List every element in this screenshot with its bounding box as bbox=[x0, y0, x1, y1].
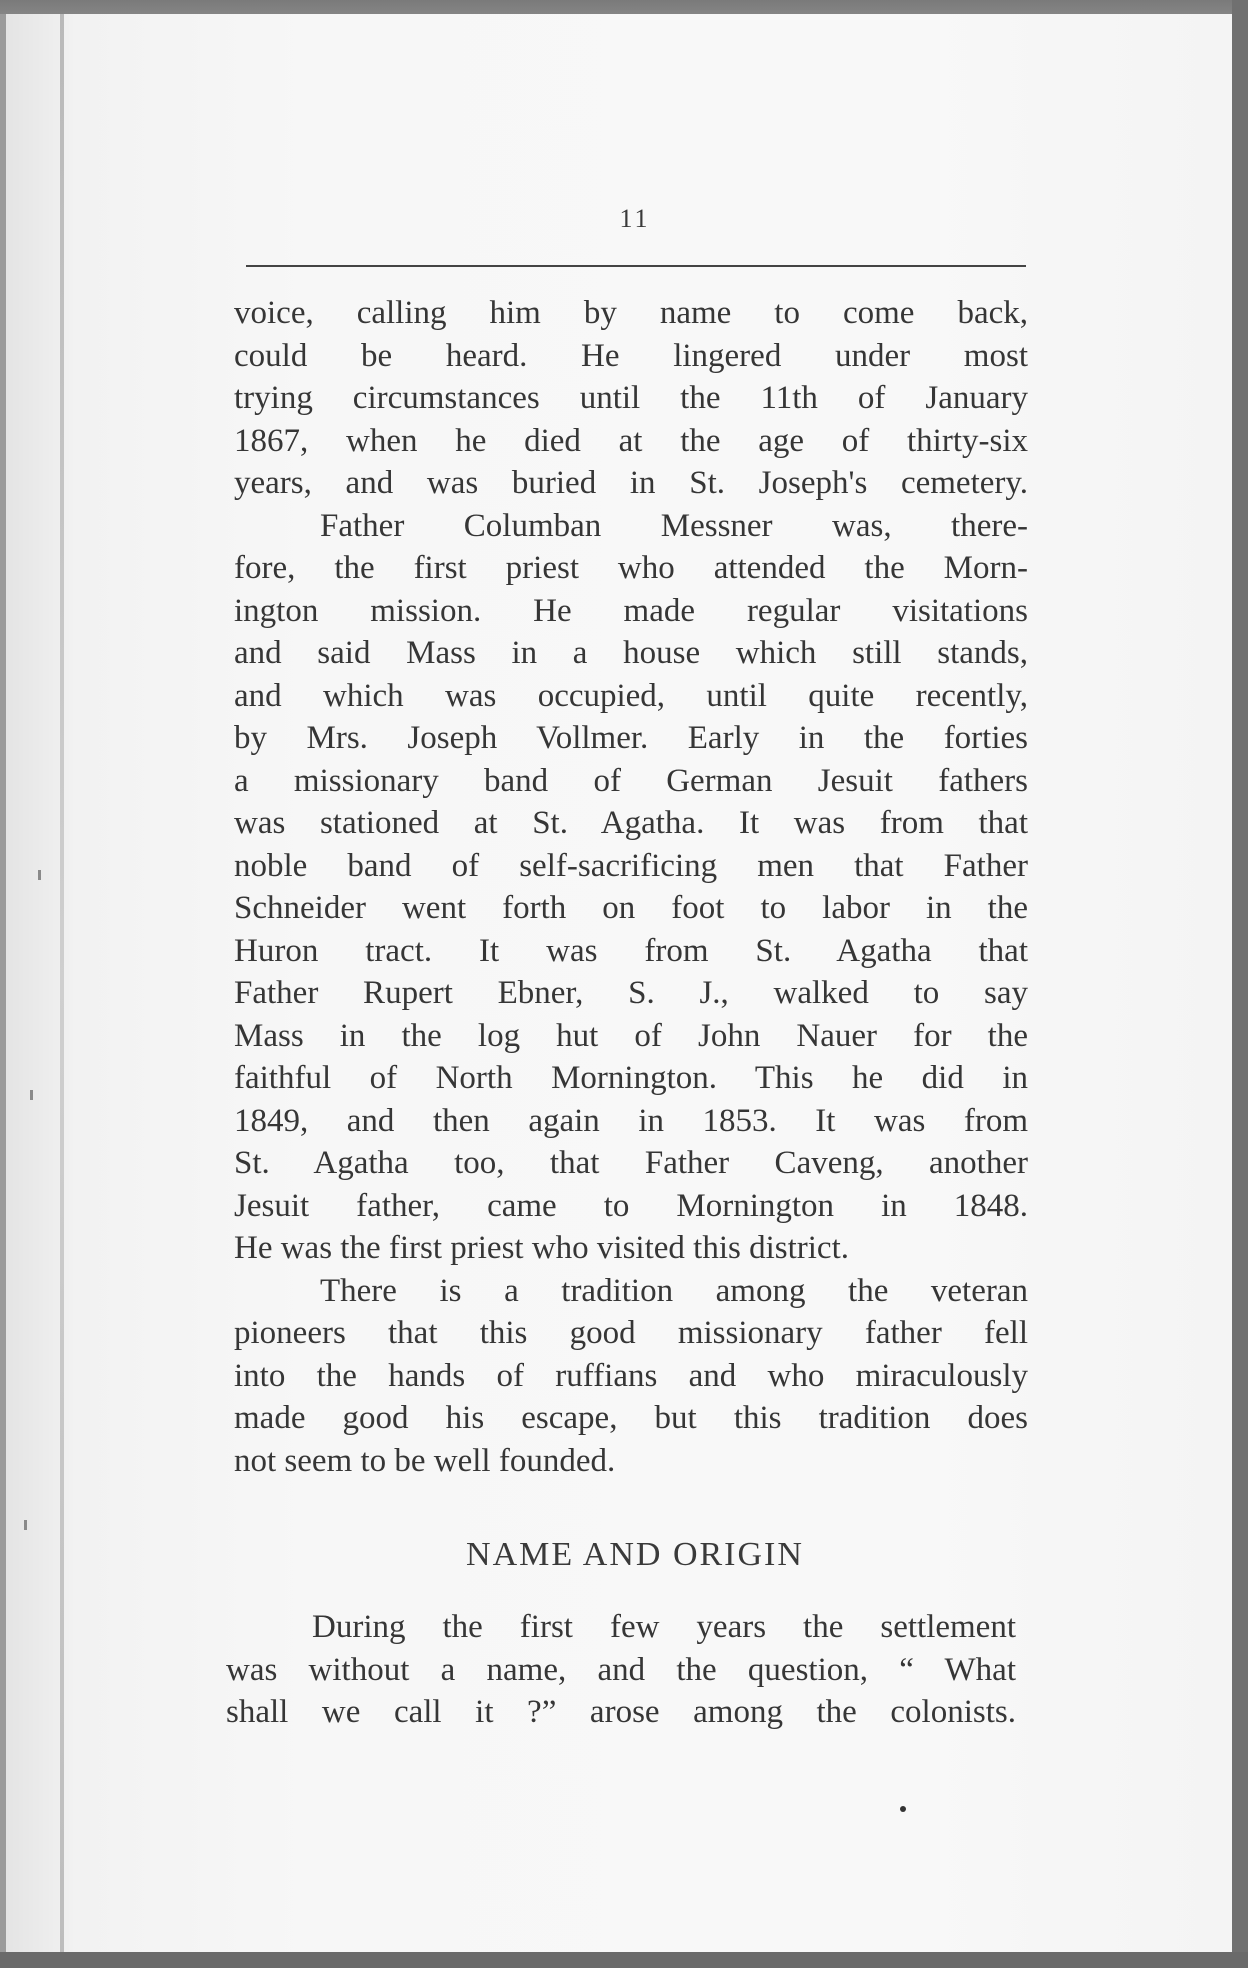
scan-right-border bbox=[1232, 0, 1248, 1968]
text-line: trying circumstances until the 11th of January bbox=[234, 380, 1028, 416]
text-line: ington mission. He made regular visitations bbox=[234, 592, 1028, 629]
scan-bottom-border bbox=[0, 1952, 1248, 1968]
text-line: Mass in the log hut of John Nauer for the bbox=[234, 1017, 1028, 1054]
text-line: and which was occupied, until quite recently, bbox=[234, 677, 1028, 714]
text-line: years, and was buried in St. Joseph's cemetery. bbox=[234, 465, 1028, 501]
text-line: voice, calling him by name to come back, bbox=[234, 295, 1028, 331]
text-line: There is a tradition among the veteran bbox=[320, 1272, 1028, 1309]
text-line: Father Columban Messner was, there- bbox=[320, 507, 1028, 544]
text-line: Jesuit father, came to Mornington in 1848. bbox=[234, 1187, 1028, 1224]
text-line: could be heard. He lingered under most bbox=[234, 337, 1028, 374]
text-line: shall we call it ?” arose among the colonists. bbox=[226, 1694, 1016, 1730]
page-gutter-edge bbox=[60, 14, 64, 1954]
text-line: St. Agatha too, that Father Caveng, another bbox=[234, 1145, 1028, 1181]
text-line: was stationed at St. Agatha. It was from that bbox=[234, 805, 1028, 841]
text-line: into the hands of ruffians and who miraculously bbox=[234, 1357, 1028, 1394]
text-line: Schneider went forth on foot to labor in the bbox=[234, 890, 1028, 926]
margin-speck bbox=[38, 870, 41, 880]
text-line: made good his escape, but this tradition does bbox=[234, 1400, 1028, 1436]
text-line: was without a name, and the question, “ What bbox=[226, 1651, 1016, 1688]
margin-speck bbox=[24, 1520, 27, 1530]
text-line: not seem to be well founded. bbox=[234, 1442, 616, 1479]
text-line: fore, the first priest who attended the Morn- bbox=[234, 550, 1028, 586]
text-line: 1867, when he died at the age of thirty-six bbox=[234, 422, 1028, 459]
text-line: faithful of North Mornington. This he did in bbox=[234, 1060, 1028, 1096]
margin-speck bbox=[30, 1090, 33, 1100]
text-line: a missionary band of German Jesuit fathers bbox=[234, 762, 1028, 799]
section-heading: NAME AND ORIGIN bbox=[466, 1536, 804, 1573]
page-number: 11 bbox=[619, 204, 651, 233]
text-line: He was the first priest who visited this district. bbox=[234, 1230, 849, 1266]
header-rule bbox=[246, 265, 1026, 267]
text-line: pioneers that this good missionary father fell bbox=[234, 1315, 1028, 1351]
text-line: noble band of self-sacrificing men that Father bbox=[234, 847, 1028, 884]
text-line: 1849, and then again in 1853. It was from bbox=[234, 1102, 1028, 1139]
body-text bbox=[234, 292, 1028, 1482]
text-line: by Mrs. Joseph Vollmer. Early in the forties bbox=[234, 720, 1028, 756]
text-line: During the first few years the settlement bbox=[312, 1609, 1016, 1645]
section-text bbox=[226, 1606, 1016, 1734]
text-line: Huron tract. It was from St. Agatha that bbox=[234, 932, 1028, 969]
text-line: Father Rupert Ebner, S. J., walked to say bbox=[234, 975, 1028, 1011]
ink-speck bbox=[900, 1806, 906, 1812]
text-line: and said Mass in a house which still stands, bbox=[234, 635, 1028, 671]
